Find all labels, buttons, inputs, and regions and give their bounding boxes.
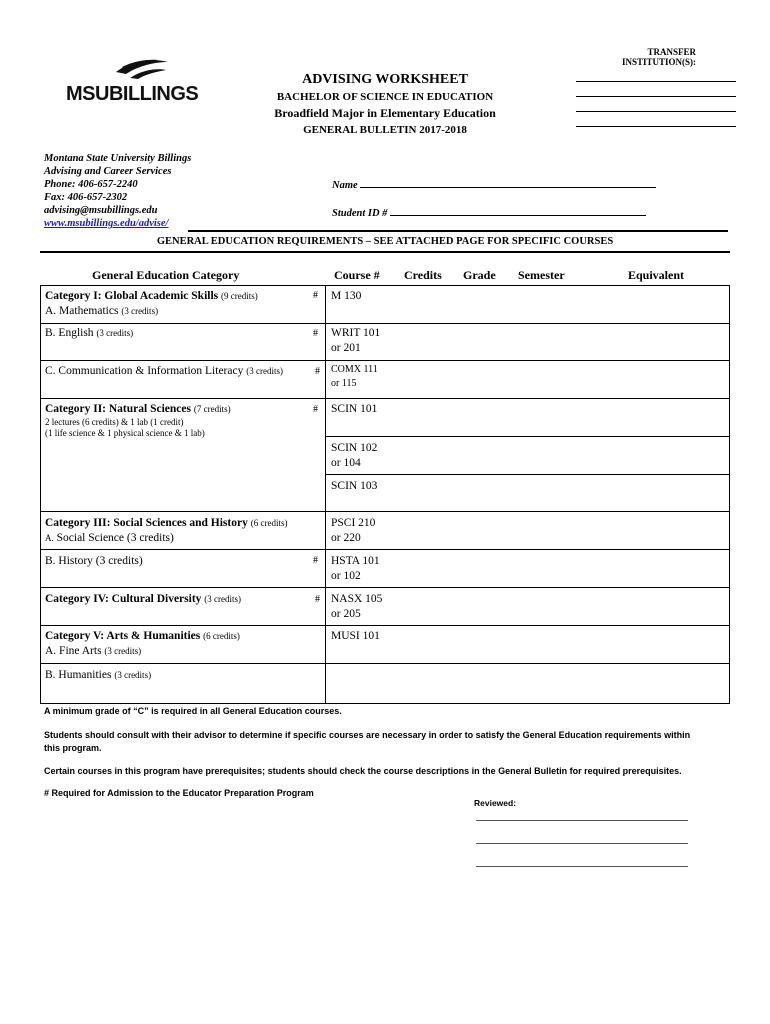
row-divider	[41, 587, 729, 588]
cat2-title: Category II: Natural Sciences	[45, 403, 191, 415]
reviewed-label: Reviewed:	[474, 798, 517, 808]
cat4-row	[45, 592, 241, 607]
cat4-title: Category IV: Cultural Diversity	[45, 593, 202, 605]
cat1a-credits: (3 credits)	[121, 306, 159, 316]
row-divider	[41, 625, 729, 626]
cat1c-row	[45, 364, 283, 379]
reviewed-line-3[interactable]	[476, 866, 688, 867]
section-title: GENERAL EDUCATION REQUIREMENTS – SEE ATTACHED PAGE FOR SPECIFIC COURSES	[156, 236, 614, 247]
cat3b-label: B. History (3 credits)	[45, 555, 143, 567]
contact-fax: Fax: 406-657-2302	[44, 192, 128, 203]
cat2-row	[45, 402, 231, 439]
cat1a-course: M 130	[331, 290, 362, 302]
cat3a-label: Social Science (3 credits)	[56, 532, 174, 544]
msu-billings-swoosh-icon	[112, 58, 170, 80]
cat3-credits: (6 credits)	[250, 518, 288, 528]
divider-top	[188, 230, 728, 232]
col-header-category: General Education Category	[92, 268, 240, 282]
cat3b-course-2: or 102	[331, 570, 361, 582]
cat1-row	[45, 289, 258, 319]
row-divider	[41, 663, 729, 664]
required-hash: #	[315, 594, 320, 605]
cat4-course-2: or 205	[331, 608, 361, 620]
cat1a-label: A. Mathematics	[45, 305, 119, 317]
contact-phone: Phone: 406-657-2240	[44, 179, 138, 190]
cat1b-course	[331, 326, 380, 356]
page-title: ADVISING WORKSHEET	[302, 72, 468, 87]
cat5-row	[45, 629, 240, 659]
cat5b-row	[45, 668, 151, 683]
cat3a-course-1: PSCI 210	[331, 517, 376, 529]
cat1b-row	[45, 326, 133, 341]
name-field[interactable]	[332, 178, 656, 191]
cat1c-course-2: or 115	[331, 378, 357, 389]
transfer-line-1[interactable]	[576, 67, 736, 82]
row-divider	[41, 398, 729, 399]
cat4-course-1: NASX 105	[331, 593, 383, 605]
row-divider	[325, 436, 729, 437]
contact-email: advising@msubillings.edu	[44, 205, 158, 216]
required-hash: #	[313, 290, 318, 301]
bulletin-title: GENERAL BULLETIN 2017-2018	[303, 124, 467, 136]
col-divider	[325, 286, 326, 703]
cat1c-label: C. Communication & Information Literacy	[45, 365, 244, 377]
cat3b-row	[45, 554, 143, 569]
student-id-field[interactable]	[332, 206, 646, 219]
msu-billings-logo	[66, 58, 216, 106]
cat2-note-2: (1 life science & 1 physical science & 1 lab)	[45, 428, 205, 438]
col-header-credits: Credits	[404, 268, 442, 282]
reviewed-line-1[interactable]	[476, 820, 688, 821]
cat5b-credits: (3 credits)	[114, 670, 152, 680]
cat2-course-3: SCIN 103	[331, 480, 378, 492]
transfer-label: TRANSFER INSTITUTION(S):	[621, 47, 696, 67]
note-consult-advisor	[44, 729, 724, 755]
transfer-line-4[interactable]	[576, 112, 736, 127]
col-header-equivalent: Equivalent	[628, 268, 685, 282]
contact-block	[44, 152, 191, 230]
cat1c-credits: (3 credits)	[246, 366, 283, 376]
cat1b-course-2: or 201	[331, 342, 361, 354]
cat5a-credits: (3 credits)	[104, 646, 142, 656]
divider-bottom	[40, 251, 730, 253]
document-header	[250, 72, 520, 136]
row-divider	[41, 360, 729, 361]
logo-text: MSUBILLINGS	[66, 83, 199, 105]
note-consult-line-1: Students should consult with their advisor to determine if specific courses are necessary in order to satisfy the General Education requirements within	[44, 730, 691, 740]
cat5-credits: (6 credits)	[203, 631, 240, 641]
cat2-course-2	[331, 441, 377, 471]
required-hash: #	[313, 555, 318, 566]
transfer-line-2[interactable]	[576, 82, 736, 97]
contact-university: Montana State University Billings	[44, 153, 192, 164]
cat1c-course-1: COMX 111	[331, 364, 378, 375]
cat1b-label: B. English	[45, 327, 94, 339]
cat2-note-1: 2 lectures (6 credits) & 1 lab (1 credit)	[45, 417, 184, 427]
cat1-credits: (9 credits)	[221, 291, 258, 301]
contact-url-link[interactable]: www.msubillings.edu/advise/	[44, 218, 169, 229]
required-hash: #	[315, 366, 320, 377]
name-label: Name	[332, 180, 358, 191]
cat3b-course-1: HSTA 101	[331, 555, 380, 567]
cat1b-course-1: WRIT 101	[331, 327, 381, 339]
reviewed-line-2[interactable]	[476, 843, 688, 844]
cat1-title: Category I: Global Academic Skills	[45, 290, 219, 302]
name-line[interactable]	[360, 178, 656, 188]
major-title: Broadfield Major in Elementary Education	[274, 106, 496, 120]
cat2-course-2a: SCIN 102	[331, 442, 378, 454]
note-minimum-grade: A minimum grade of “C” is required in all General Education courses.	[44, 706, 342, 716]
cat5a-course: MUSI 101	[331, 630, 380, 642]
cat5a-label: A. Fine Arts	[45, 645, 102, 657]
student-id-line[interactable]	[390, 206, 646, 216]
cat5b-label: B. Humanities	[45, 669, 112, 681]
row-divider	[325, 474, 729, 475]
cat2-credits: (7 credits)	[193, 404, 231, 414]
cat2-course-2b: or 104	[331, 457, 361, 469]
contact-office: Advising and Career Services	[44, 166, 172, 177]
row-divider	[41, 323, 729, 324]
student-id-label: Student ID #	[332, 208, 388, 219]
gen-ed-table	[40, 285, 730, 704]
note-consult-line-2: this program.	[44, 743, 102, 753]
cat4-credits: (3 credits)	[204, 594, 242, 604]
cat3b-course	[331, 554, 380, 584]
col-header-course: Course #	[334, 268, 380, 282]
note-required-admission: # Required for Admission to the Educator Preparation Program	[44, 788, 314, 798]
cat3-title: Category III: Social Sciences and History	[45, 517, 248, 529]
col-header-semester: Semester	[518, 268, 565, 282]
required-hash: #	[313, 404, 318, 415]
cat1b-credits: (3 credits)	[96, 328, 134, 338]
required-hash: #	[313, 328, 318, 339]
transfer-institutions	[576, 47, 736, 127]
cat3a-course	[331, 516, 375, 546]
cat5-title: Category V: Arts & Humanities	[45, 630, 201, 642]
cat4-course	[331, 592, 382, 622]
cat1c-course	[331, 363, 378, 391]
cat3a-prefix: A.	[45, 533, 54, 543]
note-prerequisites: Certain courses in this program have prerequisites; students should check the course descriptions in the General Bulletin for required prerequisites.	[44, 766, 682, 776]
row-divider	[41, 549, 729, 550]
row-divider	[41, 511, 729, 512]
col-header-grade: Grade	[463, 268, 496, 282]
cat3-row	[45, 516, 287, 546]
transfer-line-3[interactable]	[576, 97, 736, 112]
cat2-course-1: SCIN 101	[331, 403, 378, 415]
degree-title: BACHELOR OF SCIENCE IN EDUCATION	[276, 91, 494, 103]
cat3a-course-2: or 220	[331, 532, 361, 544]
